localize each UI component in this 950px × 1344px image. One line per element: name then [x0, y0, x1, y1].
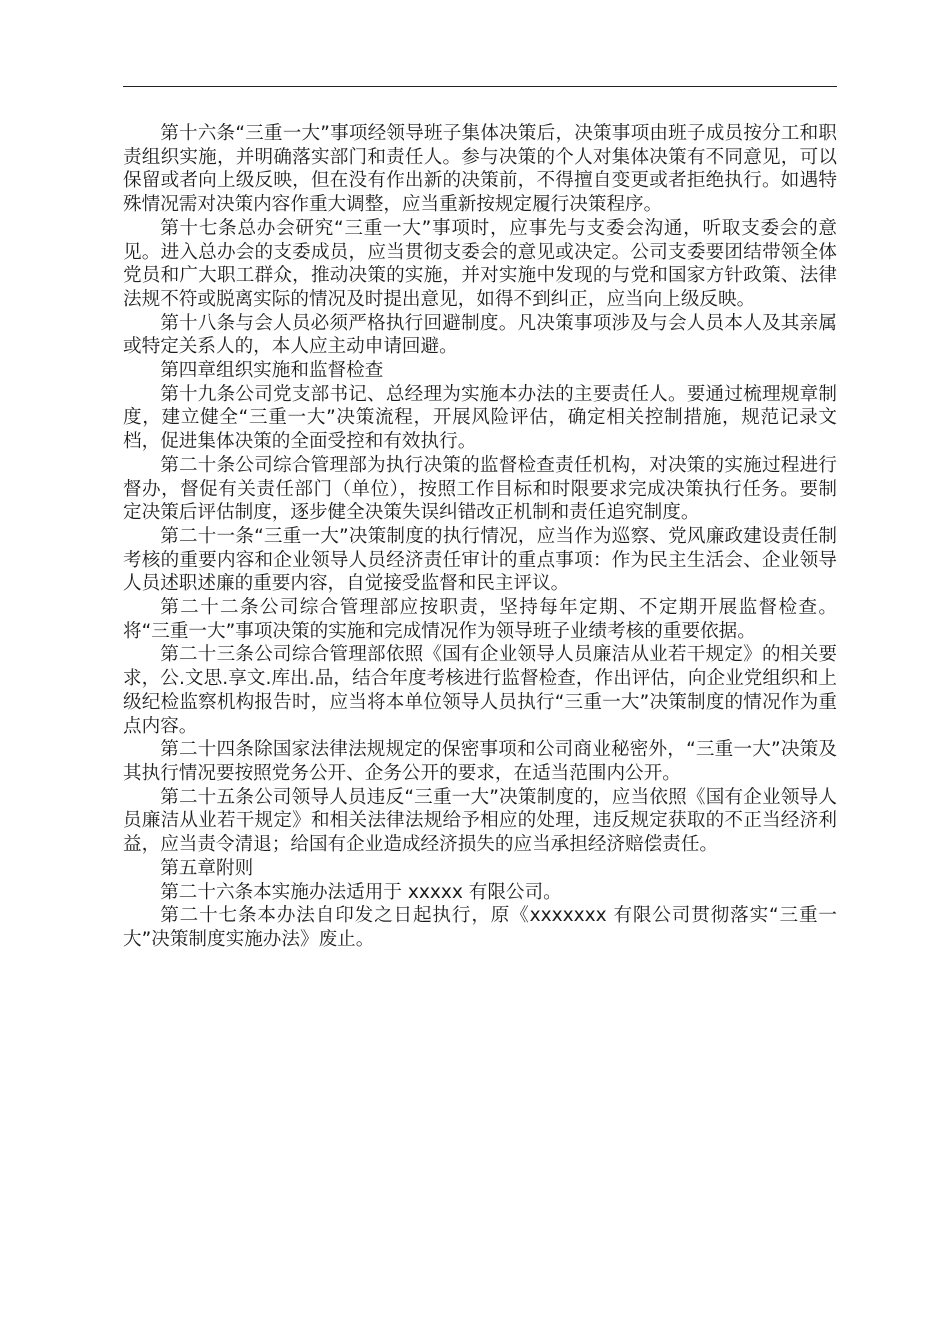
- chapter-5-heading: 第五章附则: [160, 857, 254, 879]
- article-20: 第二十条公司综合管理部为执行决策的监督检查责任机构，对决策的实施过程进行督办，督促有关责任部门（单位），按照工作目标和时限要求完成决策执行任务。要制定决策后评估制度，逐步健全决策失误纠错改正机制和责任追究制度。: [123, 454, 837, 524]
- article-21: 第二十一条“三重一大”决策制度的执行情况，应当作为巡察、党风廉政建设责任制考核的重要内容和企业领导人员经济责任审计的重点事项：作为民主生活会、企业领导人员述职述廉的重要内容，自觉接受监督和民主评议。: [123, 525, 837, 595]
- document-body: [123, 122, 837, 952]
- article-16: 第十六条“三重一大”事项经领导班子集体决策后，决策事项由班子成员按分工和职责组织实施，并明确落实部门和责任人。参与决策的个人对集体决策有不同意见，可以保留或者向上级反映，但在没有作出新的决策前，不得擅自变更或者拒绝执行。如遇特殊情况需对决策内容作重大调整，应当重新按规定履行决策程序。: [123, 123, 837, 216]
- article-23: 第二十三条公司综合管理部依照《国有企业领导人员廉洁从业若干规定》的相关要求，公.文思.享文.库出.品，结合年度考核进行监督检查，作出评估，向企业党组织和上级纪检监察机构报告时，应当将本单位领导人员执行“三重一大”决策制度的情况作为重点内容。: [123, 644, 837, 737]
- chapter-4-heading: 第四章组织实施和监督检查: [160, 360, 384, 382]
- article-17: 第十七条总办会研究“三重一大”事项时，应事先与支委会沟通，听取支委会的意见。进入总办会的支委成员，应当贯彻支委会的意见或决定。公司支委要团结带领全体党员和广大职工群众，推动决策的实施，并对实施中发现的与党和国家方针政策、法律法规不符或脱离实际的情况及时提出意见，如得不到纠正，应当向上级反映。: [123, 217, 837, 310]
- article-26: 第二十六条本实施办法适用于 xxxxx 有限公司。: [160, 881, 562, 903]
- article-25: 第二十五条公司领导人员违反“三重一大”决策制度的，应当依照《国有企业领导人员廉洁从业若干规定》和相关法律法规给予相应的处理，违反规定获取的不正当经济利益，应当责令清退；给国有企业造成经济损失的应当承担经济赔偿责任。: [123, 786, 837, 856]
- article-19: 第十九条公司党支部书记、总经理为实施本办法的主要责任人。要通过梳理规章制度，建立健全“三重一大”决策流程，开展风险评估，确定相关控制措施，规范记录文档，促进集体决策的全面受控和有效执行。: [123, 383, 837, 453]
- article-27: 第二十七条本办法自印发之日起执行，原《xxxxxxx 有限公司贯彻落实“三重一大”决策制度实施办法》废止。: [123, 905, 837, 950]
- article-24: 第二十四条除国家法律法规规定的保密事项和公司商业秘密外，“三重一大”决策及其执行情况要按照党务公开、企务公开的要求，在适当范围内公开。: [123, 739, 837, 784]
- header-rule: [123, 86, 837, 87]
- article-22: 第二十二条公司综合管理部应按职责，坚持每年定期、不定期开展监督检查。将“三重一大”事项决策的实施和完成情况作为领导班子业绩考核的重要依据。: [123, 597, 837, 642]
- article-18: 第十八条与会人员必须严格执行回避制度。凡决策事项涉及与会人员本人及其亲属或特定关系人的，本人应主动申请回避。: [123, 312, 837, 358]
